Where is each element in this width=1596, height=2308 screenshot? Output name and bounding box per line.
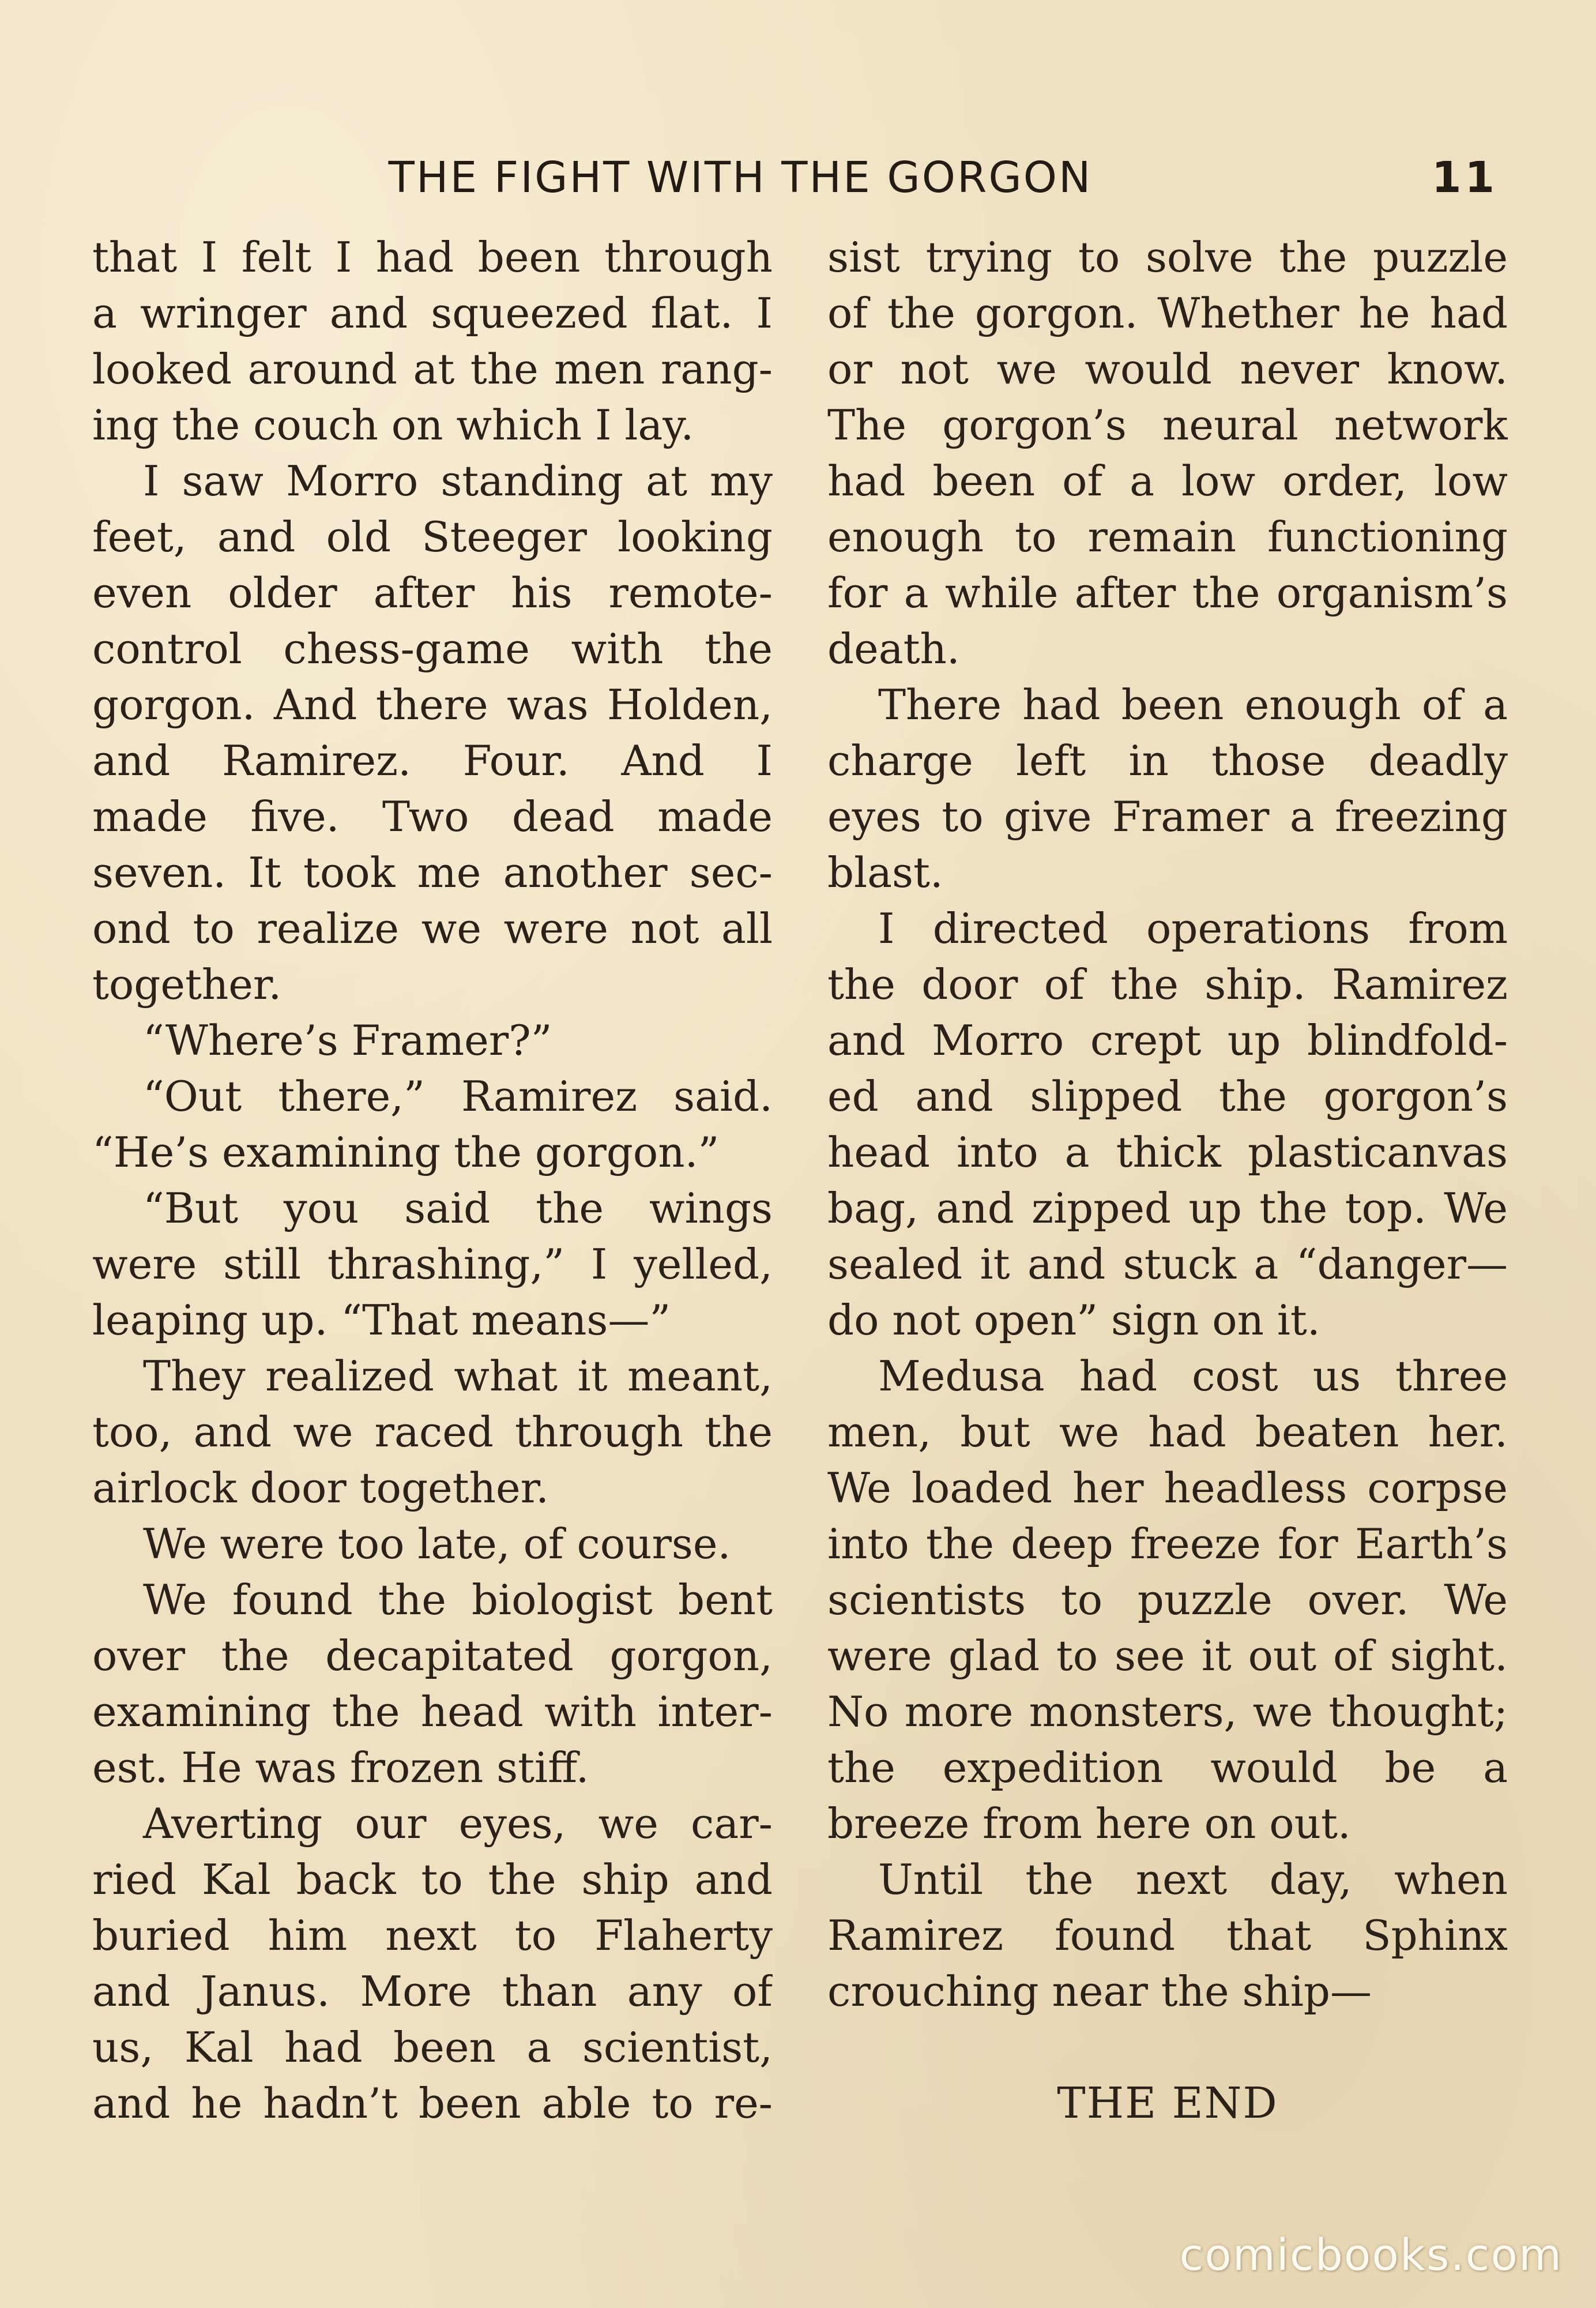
text-line: into the deep freeze for Earth’s (827, 1520, 1508, 1568)
text-line: seven. It took me another sec- (92, 848, 773, 897)
text-line: airlock door together. (92, 1464, 549, 1512)
text-line: or not we would never know. (827, 345, 1508, 393)
the-end-label: THE END (1057, 2078, 1278, 2128)
page-number: 11 (1432, 153, 1498, 202)
text-line: and he hadn’t been able to re- (92, 2079, 773, 2127)
text-line: men, but we had beaten her. (827, 1408, 1508, 1456)
text-line: I directed operations from (878, 904, 1508, 953)
text-line: Until the next day, when (878, 1855, 1508, 1904)
text-line: over the decapitated gorgon, (92, 1632, 773, 1680)
text-line: of the gorgon. Whether he had (827, 289, 1508, 337)
text-line: do not open” sign on it. (827, 1296, 1320, 1344)
text-line: No more monsters, we thought; (827, 1687, 1508, 1736)
text-line: “Where’s Framer?” (143, 1016, 552, 1065)
text-line: and Ramirez. Four. And I (92, 736, 773, 785)
text-line: eyes to give Framer a freezing (827, 792, 1508, 841)
text-line: ond to realize we were not all (92, 904, 773, 953)
text-line: ried Kal back to the ship and (92, 1855, 773, 1904)
text-line: sealed it and stuck a “danger— (827, 1240, 1508, 1288)
text-line: the expedition would be a (827, 1743, 1508, 1792)
text-line: There had been enough of a (878, 681, 1508, 729)
text-line: buried him next to Flaherty (92, 1911, 773, 1960)
text-line: leaping up. “That means—” (92, 1296, 671, 1344)
text-line: The gorgon’s neural network (827, 401, 1508, 449)
text-line: “Out there,” Ramirez said. (143, 1072, 773, 1121)
blank-space (827, 2020, 1508, 2076)
text-line: crouching near the ship— (827, 1967, 1372, 2016)
text-line: I saw Morro standing at my (143, 457, 773, 505)
text-line: and Morro crept up blindfold- (827, 1016, 1508, 1065)
text-line: together. (92, 960, 282, 1009)
text-line: Medusa had cost us three (878, 1352, 1508, 1400)
text-line: gorgon. And there was Holden, (92, 681, 773, 729)
text-line: sist trying to solve the puzzle (827, 233, 1508, 281)
text-line: “But you said the wings (143, 1184, 773, 1232)
text-line: examining the head with inter- (92, 1687, 773, 1736)
text-line: Ramirez found that Sphinx (827, 1911, 1508, 1960)
chapter-title: THE FIGHT WITH THE GORGON (388, 153, 1093, 202)
text-line: made five. Two dead made (92, 792, 773, 841)
text-line: breeze from here on out. (827, 1799, 1351, 1848)
text-line: They realized what it meant, (143, 1352, 773, 1400)
text-line: charge left in those deadly (827, 736, 1508, 785)
watermark: comicbooks.com (1179, 2229, 1563, 2280)
text-line: head into a thick plasticanvas (827, 1128, 1508, 1176)
text-line: ing the couch on which I lay. (92, 401, 694, 449)
text-line: feet, and old Steeger looking (92, 513, 773, 561)
text-line: death. (827, 625, 960, 673)
left-column (92, 230, 773, 2132)
right-column (827, 230, 1508, 2132)
text-line: blast. (827, 848, 943, 897)
text-line: a wringer and squeezed flat. I (92, 289, 773, 337)
text-line: est. He was frozen stiff. (92, 1743, 589, 1792)
text-line: bag, and zipped up the top. We (827, 1184, 1508, 1232)
text-line: that I felt I had been through (92, 233, 773, 281)
text-line: “He’s examining the gorgon.” (92, 1128, 720, 1176)
text-line: ed and slipped the gorgon’s (827, 1072, 1508, 1121)
text-line: We were too late, of course. (143, 1520, 731, 1568)
text-line: were glad to see it out of sight. (827, 1632, 1508, 1680)
text-line: control chess-game with the (92, 625, 773, 673)
text-line: looked around at the men rang- (92, 345, 773, 393)
text-line: us, Kal had been a scientist, (92, 2023, 773, 2072)
text-line: too, and we raced through the (92, 1408, 773, 1456)
text-line: were still thrashing,” I yelled, (92, 1240, 773, 1288)
running-head (0, 149, 1596, 206)
text-line: We loaded her headless corpse (827, 1464, 1508, 1512)
text-line: for a while after the organism’s (827, 569, 1508, 617)
text-line: even older after his remote- (92, 569, 773, 617)
text-line: scientists to puzzle over. We (827, 1576, 1508, 1624)
text-line: enough to remain functioning (827, 513, 1508, 561)
text-line: and Janus. More than any of (92, 1967, 773, 2016)
text-line: the door of the ship. Ramirez (827, 960, 1508, 1009)
text-line: had been of a low order, low (827, 457, 1508, 505)
text-line: We found the biologist bent (143, 1576, 773, 1624)
text-line: Averting our eyes, we car- (143, 1799, 773, 1848)
